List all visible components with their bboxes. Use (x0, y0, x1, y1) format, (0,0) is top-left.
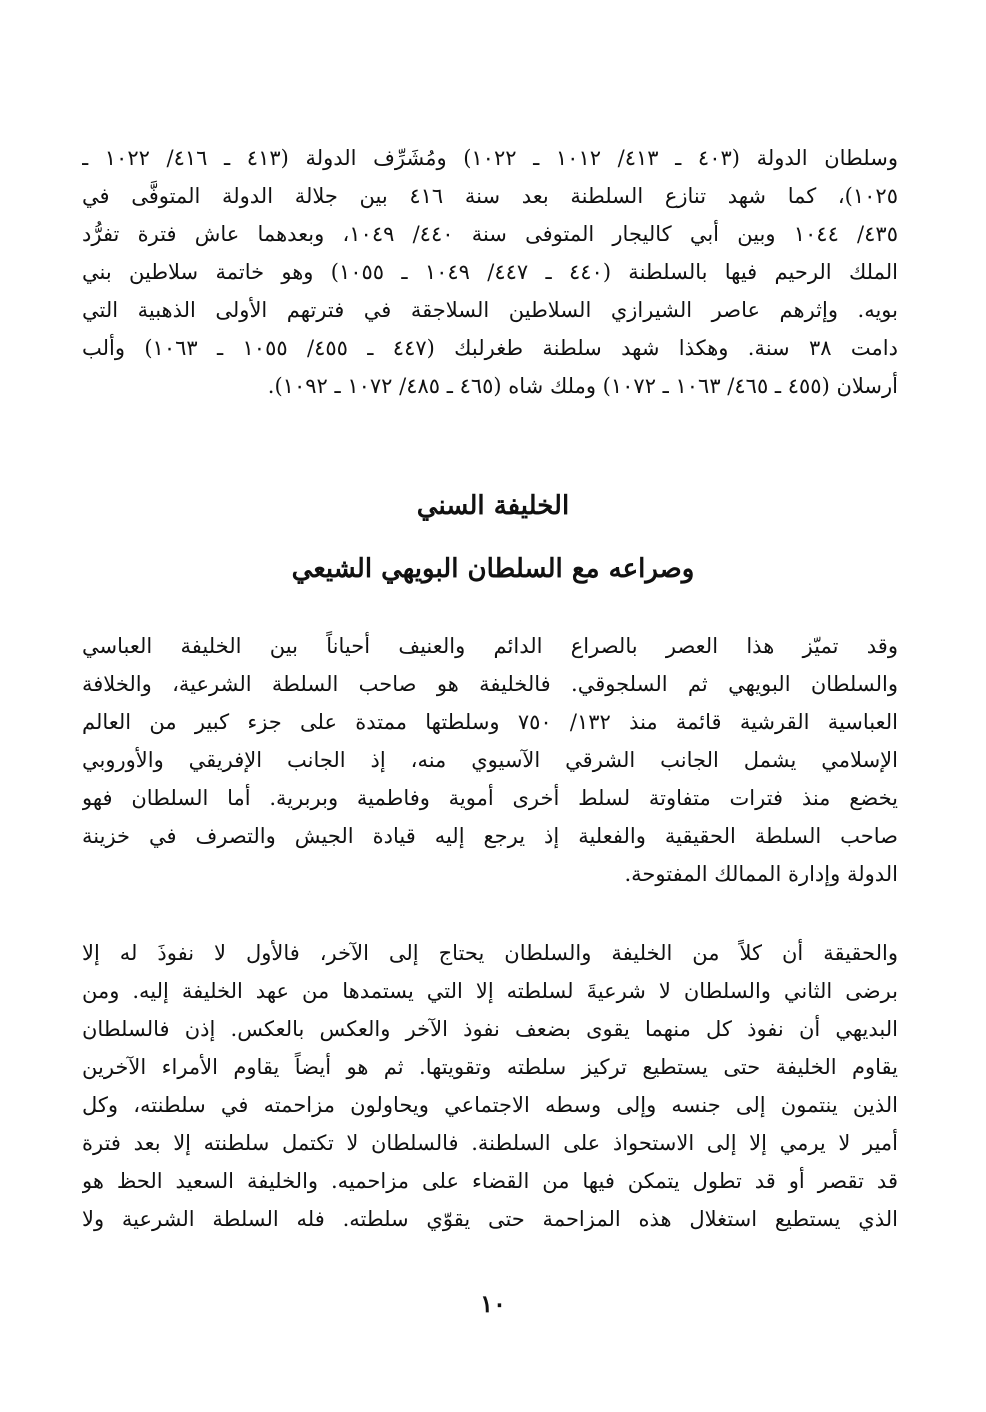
text-line: قد تقصر أو قد تطول يتمكن فيها من القضاء على مزاحميه. والخليفة السعيد الحظ هو (82, 1169, 898, 1193)
text-line: ٤٣٥/ ١٠٤٤ وبين أبي كاليجار المتوفى سنة ٤٤٠/ ١٠٤٩، وبعدهما عاش فترة تفرُّد (82, 222, 898, 246)
text-line: أمير لا يرمي إلا إلى الاستحواذ على السلطنة. فالسلطان لا تكتمل سلطنته إلا بعد فترة (82, 1131, 898, 1155)
text-line: برضى الثاني والسلطان لا شرعيةَ لسلطته إلا التي يستمدها من عهد الخليفة إليه. ومن (82, 979, 898, 1003)
text-line: الإسلامي يشمل الجانب الشرقي الآسيوي منه، إذ الجانب الإفريقي والأوروبي (82, 748, 898, 772)
paragraph-buyid-sultans (82, 139, 898, 405)
section-heading-line-1: الخليفة السني (416, 491, 570, 521)
text-line: الملك الرحيم فيها بالسلطنة (٤٤٠ ـ ٤٤٧/ ١٠٤٩ ـ ١٠٥٥) وهو خاتمة سلاطين بني (82, 260, 898, 284)
text-line: والسلطان البويهي ثم السلجوقي. فالخليفة هو صاحب السلطة الشرعية، والخلافة (82, 672, 898, 696)
text-line: يخضع منذ فترات متفاوتة لسلط أخرى أموية وفاطمية وبربرية. أما السلطان فهو (82, 786, 898, 810)
text-line: البديهي أن نفوذ كل منهما يقوى بضعف نفوذ الآخر والعكس بالعكس. إذن فالسلطان (82, 1017, 898, 1041)
text-line: الدولة وإدارة الممالك المفتوحة. (624, 862, 898, 886)
text-line: وقد تميّز هذا العصر بالصراع الدائم والعنيف أحياناً بين الخليفة العباسي (82, 634, 898, 658)
page-number: ١٠ (480, 1289, 506, 1318)
text-line: وسلطان الدولة (٤٠٣ ـ ٤١٣/ ١٠١٢ ـ ١٠٢٢) ومُشَرِّف الدولة (٤١٣ ـ ٤١٦/ ١٠٢٢ ـ (82, 146, 898, 170)
text-line: العباسية القرشية قائمة منذ ١٣٢/ ٧٥٠ وسلطتها ممتدة على جزء كبير من العالم (82, 710, 898, 734)
text-line: ١٠٢٥)، كما شهد تنازع السلطنة بعد سنة ٤١٦ بين جلالة الدولة المتوفَّى في (82, 184, 898, 208)
text-line: يقاوم الخليفة حتى يستطيع تركيز سلطته وتقويتها. ثم هو أيضاً يقاوم الأمراء الآخرين (82, 1055, 898, 1079)
text-line: صاحب السلطة الحقيقية والفعلية إذ يرجع إليه قيادة الجيش والتصرف في خزينة (82, 824, 898, 848)
text-line: الذي يستطيع استغلال هذه المزاحمة حتى يقوّي سلطته. فله السلطة الشرعية ولا (82, 1207, 898, 1231)
text-line: بويه. وإثرهم عاصر الشيرازي السلاطين السلاجقة في فترتهم الأولى الذهبية التي (82, 298, 898, 322)
paragraph-caliph-sultan-conflict (82, 627, 898, 893)
text-line: والحقيقة أن كلاً من الخليفة والسلطان يحتاج إلى الآخر، فالأول لا نفوذَ له إلا (82, 941, 898, 965)
paragraph-mutual-dependence (82, 934, 898, 1238)
text-line: الذين ينتمون إلى جنسه وإلى وسطه الاجتماعي ويحاولون مزاحمته في سلطنته، وكل (82, 1093, 898, 1117)
text-line: أرسلان (٤٥٥ ـ ٤٦٥/ ١٠٦٣ ـ ١٠٧٢) وملك شاه (٤٦٥ ـ ٤٨٥/ ١٠٧٢ ـ ١٠٩٢). (267, 374, 898, 398)
text-line: دامت ٣٨ سنة. وهكذا شهد سلطنة طغرلبك (٤٤٧ ـ ٤٥٥/ ١٠٥٥ ـ ١٠٦٣) وألب (82, 336, 898, 360)
section-heading-line-2: وصراعه مع السلطان البويهي الشيعي (291, 554, 695, 584)
